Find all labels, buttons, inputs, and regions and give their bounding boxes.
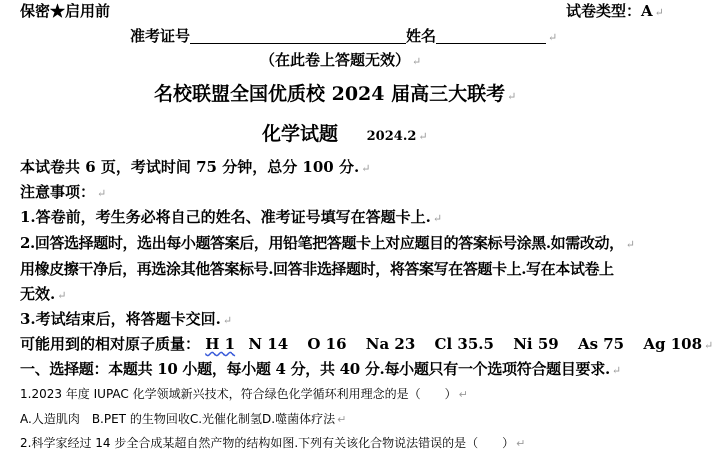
atomic-mass-item: Ag 108 [643,335,703,353]
atomic-mass-item: Ni 59 [513,335,559,353]
notice-item: 用橡皮擦干净后，再选涂其他答案标号.回答非选择题时，将答案写在答题卡上.写在本试卷上 [20,260,614,278]
atomic-mass-item: N 14 [248,335,289,353]
name-label: 姓名 [406,27,437,45]
subject-title: 化学试题 2024.2 ↵ [262,123,428,145]
section-heading: 一、选择题：本题共 10 小题，每小题 4 分，共 40 分.每小题只有一个选项符合题目要求. ↵ [20,360,621,378]
atomic-mass-item: As 75 [577,335,625,353]
exam-title: 名校联盟全国优质校 2024 届高三大联考 ↵ [154,83,517,105]
atomic-masses-line: 可能用到的相对原子质量： H 1 N 14 O 16 Na 23 Cl 35.5 Ni 59 As 75 Ag 108 ↵ [20,335,713,353]
exam-id-label: 准考证号 [130,27,191,45]
answer-invalid-note: （在此卷上答题无效） ↵ [260,51,422,69]
confidential-label: 保密★启用前 [20,2,111,20]
atomic-mass-item: Cl 35.5 [434,335,494,353]
paper-type-label: 试卷类型：A ↵ [566,2,664,20]
notice-heading: 注意事项： ↵ [20,183,107,201]
atomic-mass-item: Na 23 [365,335,416,353]
question-stem: 2.科学家经过 14 步全合成某超自然产物的结构如图.下列有关该化合物说法错误的是（ ） ↵ [20,436,526,450]
atomic-mass-item: O 16 [307,335,347,353]
notice-item: 1.答卷前，考生务必将自己的姓名、准考证号填写在答题卡上. ↵ [20,208,443,226]
exam-id-blank [190,29,406,44]
question-options: A.人造肌肉 B.PET 的生物回收C.光催化制氢D.噬菌体疗法 ↵ [20,412,347,426]
name-blank [436,29,546,44]
notice-item: 3.考试结束后，将答题卡交回. ↵ [20,310,233,328]
atomic-mass-item: H 1 [205,335,236,353]
exam-date: 2024.2 [366,129,417,144]
atomic-masses-label: 可能用到的相对原子质量： [20,335,201,353]
notice-item: 无效. ↵ [20,285,67,303]
question-stem: 1.2023 年度 IUPAC 化学领域新兴技术，符合绿色化学循环利用理念的是（ ） ↵ [20,387,468,401]
candidate-info-line: 准考证号 姓名 ↵ [130,27,558,45]
notice-item: 2.回答选择题时，选出每小题答案后，用铅笔把答题卡上对应题目的答案标号涂黑.如需改动， ↵ [20,234,635,252]
paper-info: 本试卷共 6 页，考试时间 75 分钟，总分 100 分. ↵ [20,158,371,176]
